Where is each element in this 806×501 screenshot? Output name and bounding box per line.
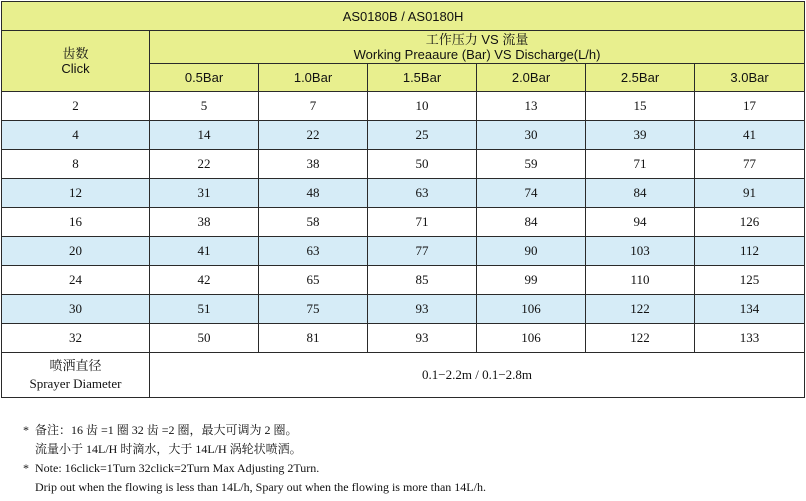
table-row [2,92,805,121]
discharge-cell: 31 [150,179,259,208]
discharge-cell: 134 [695,295,805,324]
discharge-cell: 103 [586,237,695,266]
column-header: 1.0Bar [259,64,368,92]
click-cell: 32 [2,324,150,353]
discharge-cell: 112 [695,237,805,266]
discharge-cell: 13 [477,92,586,121]
note-cn-line-2: 流量小于 14L/H 时滴水，大于 14L/H 涡轮状喷洒。 [35,442,302,456]
discharge-cell: 17 [695,92,805,121]
diameter-value: 0.1−2.2m / 0.1−2.8m [150,353,805,398]
discharge-table [1,1,805,398]
discharge-cell: 71 [586,150,695,179]
discharge-cell: 58 [259,208,368,237]
table-row [2,324,805,353]
discharge-cell: 84 [477,208,586,237]
discharge-cell: 75 [259,295,368,324]
discharge-cell: 63 [259,237,368,266]
table-row [2,208,805,237]
discharge-cell: 41 [150,237,259,266]
click-header-cn: 齿数 [62,46,89,61]
footnotes [23,421,486,497]
pressure-header [150,31,805,64]
diameter-label-en: Sprayer Diameter [29,376,122,391]
diameter-label [2,353,150,398]
discharge-cell: 91 [695,179,805,208]
diameter-label-cn: 喷洒直径 [49,358,102,373]
discharge-cell: 39 [586,121,695,150]
discharge-cell: 85 [368,266,477,295]
table-row [2,150,805,179]
discharge-cell: 50 [150,324,259,353]
pressure-header-en: Working Preaaure (Bar) VS Discharge(L/h) [353,47,601,62]
click-cell: 20 [2,237,150,266]
discharge-cell: 63 [368,179,477,208]
spec-sheet [1,1,804,494]
discharge-cell: 22 [259,121,368,150]
discharge-cell: 22 [150,150,259,179]
discharge-cell: 94 [586,208,695,237]
discharge-cell: 133 [695,324,805,353]
discharge-cell: 110 [586,266,695,295]
click-cell: 30 [2,295,150,324]
discharge-cell: 10 [368,92,477,121]
discharge-cell: 14 [150,121,259,150]
column-header: 1.5Bar [368,64,477,92]
discharge-cell: 71 [368,208,477,237]
discharge-cell: 106 [477,324,586,353]
discharge-cell: 15 [586,92,695,121]
click-cell: 2 [2,92,150,121]
discharge-cell: 59 [477,150,586,179]
note-en-line-2: Drip out when the flowing is less than 14L/h, Spary out when the flowing is more than 14L/h. [35,480,486,494]
discharge-cell: 38 [150,208,259,237]
table-row [2,295,805,324]
discharge-cell: 125 [695,266,805,295]
discharge-cell: 106 [477,295,586,324]
discharge-cell: 77 [368,237,477,266]
diameter-row [2,353,805,398]
note-cn-text-1: 备注：16 齿 =1 圈 32 齿 =2 圈，最大可调为 2 圈。 [35,423,298,437]
note-cn-line-1 [23,421,486,440]
discharge-cell: 81 [259,324,368,353]
click-cell: 8 [2,150,150,179]
table-row [2,179,805,208]
table-row [2,266,805,295]
table-title: AS0180B / AS0180H [2,2,805,31]
click-cell: 24 [2,266,150,295]
discharge-cell: 93 [368,295,477,324]
click-cell: 4 [2,121,150,150]
click-cell: 12 [2,179,150,208]
note-star: * [23,423,29,437]
discharge-cell: 7 [259,92,368,121]
column-header: 0.5Bar [150,64,259,92]
discharge-cell: 77 [695,150,805,179]
table-row [2,237,805,266]
click-header [2,31,150,92]
discharge-cell: 122 [586,295,695,324]
discharge-cell: 50 [368,150,477,179]
table-row [2,121,805,150]
discharge-cell: 25 [368,121,477,150]
discharge-cell: 48 [259,179,368,208]
click-header-en: Click [61,61,90,76]
discharge-cell: 99 [477,266,586,295]
discharge-cell: 42 [150,266,259,295]
column-header: 2.5Bar [586,64,695,92]
discharge-cell: 84 [586,179,695,208]
note-en-text-1: Note: 16click=1Turn 32click=2Turn Max Adjusting 2Turn. [35,461,320,475]
discharge-cell: 90 [477,237,586,266]
discharge-cell: 5 [150,92,259,121]
discharge-cell: 51 [150,295,259,324]
discharge-cell: 41 [695,121,805,150]
click-cell: 16 [2,208,150,237]
column-header: 3.0Bar [695,64,805,92]
discharge-cell: 65 [259,266,368,295]
discharge-cell: 38 [259,150,368,179]
discharge-cell: 30 [477,121,586,150]
discharge-cell: 93 [368,324,477,353]
discharge-cell: 74 [477,179,586,208]
note-en-line-1 [23,459,486,478]
note-star: * [23,461,29,475]
pressure-header-cn: 工作压力 VS 流量 [425,32,529,47]
column-header: 2.0Bar [477,64,586,92]
discharge-cell: 126 [695,208,805,237]
discharge-cell: 122 [586,324,695,353]
